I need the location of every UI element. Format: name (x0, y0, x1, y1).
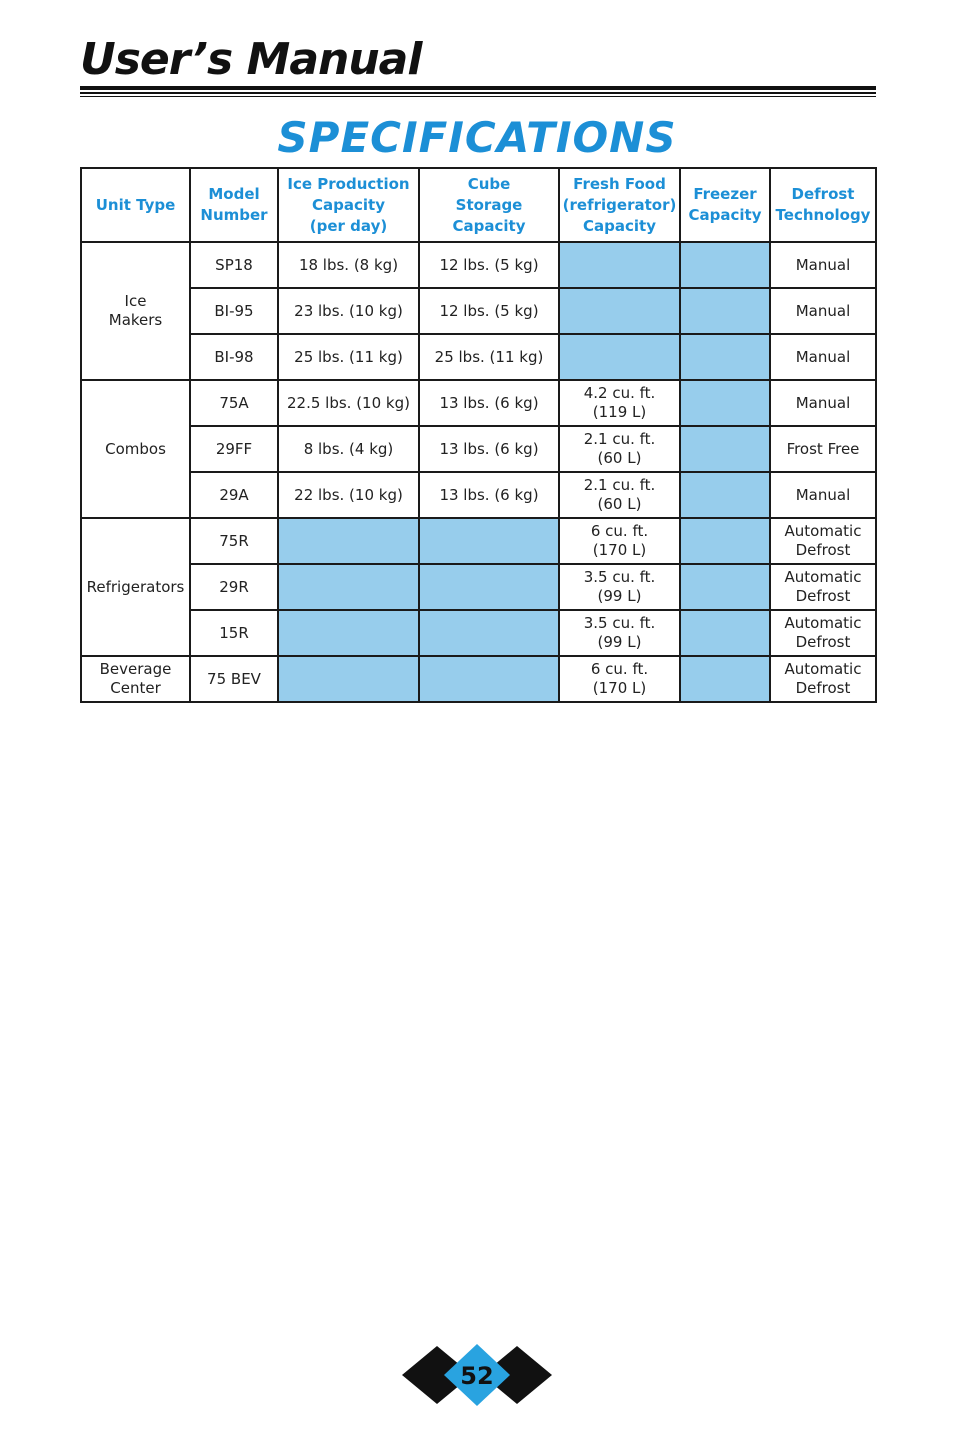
cube-storage-cell: 13 lbs. (6 kg) (419, 472, 559, 518)
table-row (81, 426, 876, 472)
freezer-cell (680, 518, 770, 564)
model-number-cell: BI-98 (190, 334, 278, 380)
header-rule-thin (80, 96, 876, 97)
unit-type-cell: Combos (81, 380, 190, 518)
model-number-cell: BI-95 (190, 288, 278, 334)
manual-title: User’s Manual (80, 34, 422, 85)
specifications-table (80, 167, 877, 703)
ice-production-cell (278, 518, 419, 564)
table-row (81, 242, 876, 288)
model-number-cell: 29FF (190, 426, 278, 472)
fresh-food-cell (559, 334, 680, 380)
ice-production-cell (278, 610, 419, 656)
freezer-cell (680, 564, 770, 610)
cube-storage-cell: 12 lbs. (5 kg) (419, 288, 559, 334)
defrost-cell: Automatic Defrost (770, 656, 876, 702)
unit-type-cell: Refrigerators (81, 518, 190, 656)
table-row (81, 518, 876, 564)
table-header-row (81, 168, 876, 242)
table-body (81, 242, 876, 702)
col-header-fresh-food: Fresh Food (refrigerator) Capacity (559, 168, 680, 242)
freezer-cell (680, 288, 770, 334)
defrost-cell: Frost Free (770, 426, 876, 472)
table-row (81, 334, 876, 380)
fresh-food-cell: 4.2 cu. ft. (119 L) (559, 380, 680, 426)
fresh-food-cell: 3.5 cu. ft. (99 L) (559, 564, 680, 610)
defrost-cell: Manual (770, 380, 876, 426)
cube-storage-cell (419, 518, 559, 564)
header-rule-thick (80, 86, 876, 90)
model-number-cell: 75R (190, 518, 278, 564)
cube-storage-cell: 13 lbs. (6 kg) (419, 426, 559, 472)
unit-type-cell: Ice Makers (81, 242, 190, 380)
fresh-food-cell: 6 cu. ft. (170 L) (559, 518, 680, 564)
freezer-cell (680, 656, 770, 702)
fresh-food-cell: 2.1 cu. ft. (60 L) (559, 472, 680, 518)
ice-production-cell (278, 656, 419, 702)
model-number-cell: SP18 (190, 242, 278, 288)
defrost-cell: Manual (770, 334, 876, 380)
defrost-cell: Manual (770, 472, 876, 518)
ice-production-cell: 25 lbs. (11 kg) (278, 334, 419, 380)
unit-type-cell: Beverage Center (81, 656, 190, 702)
ice-production-cell: 22.5 lbs. (10 kg) (278, 380, 419, 426)
col-header-ice-production: Ice Production Capacity (per day) (278, 168, 419, 242)
col-header-unit-type: Unit Type (81, 168, 190, 242)
defrost-cell: Manual (770, 288, 876, 334)
table-row (81, 380, 876, 426)
fresh-food-cell (559, 242, 680, 288)
fresh-food-cell: 6 cu. ft. (170 L) (559, 656, 680, 702)
table-row (81, 472, 876, 518)
cube-storage-cell (419, 610, 559, 656)
freezer-cell (680, 334, 770, 380)
col-header-cube-storage: Cube Storage Capacity (419, 168, 559, 242)
table-row (81, 288, 876, 334)
cube-storage-cell: 25 lbs. (11 kg) (419, 334, 559, 380)
cube-storage-cell: 13 lbs. (6 kg) (419, 380, 559, 426)
fresh-food-cell (559, 288, 680, 334)
model-number-cell: 75 BEV (190, 656, 278, 702)
cube-storage-cell (419, 564, 559, 610)
model-number-cell: 29A (190, 472, 278, 518)
freezer-cell (680, 380, 770, 426)
freezer-cell (680, 610, 770, 656)
ice-production-cell: 22 lbs. (10 kg) (278, 472, 419, 518)
fresh-food-cell: 2.1 cu. ft. (60 L) (559, 426, 680, 472)
defrost-cell: Manual (770, 242, 876, 288)
page-number-badge (400, 1344, 554, 1406)
cube-storage-cell (419, 656, 559, 702)
ice-production-cell (278, 564, 419, 610)
model-number-cell: 75A (190, 380, 278, 426)
ice-production-cell: 23 lbs. (10 kg) (278, 288, 419, 334)
freezer-cell (680, 426, 770, 472)
freezer-cell (680, 242, 770, 288)
cube-storage-cell: 12 lbs. (5 kg) (419, 242, 559, 288)
col-header-freezer: Freezer Capacity (680, 168, 770, 242)
page-number: 52 (460, 1362, 494, 1390)
table-row (81, 656, 876, 702)
header-rule-medium (80, 92, 876, 94)
defrost-cell: Automatic Defrost (770, 610, 876, 656)
defrost-cell: Automatic Defrost (770, 564, 876, 610)
section-title: SPECIFICATIONS (277, 113, 677, 162)
freezer-cell (680, 472, 770, 518)
model-number-cell: 15R (190, 610, 278, 656)
table-row (81, 564, 876, 610)
fresh-food-cell: 3.5 cu. ft. (99 L) (559, 610, 680, 656)
col-header-defrost: Defrost Technology (770, 168, 876, 242)
model-number-cell: 29R (190, 564, 278, 610)
table-row (81, 610, 876, 656)
ice-production-cell: 8 lbs. (4 kg) (278, 426, 419, 472)
defrost-cell: Automatic Defrost (770, 518, 876, 564)
col-header-model-number: Model Number (190, 168, 278, 242)
ice-production-cell: 18 lbs. (8 kg) (278, 242, 419, 288)
